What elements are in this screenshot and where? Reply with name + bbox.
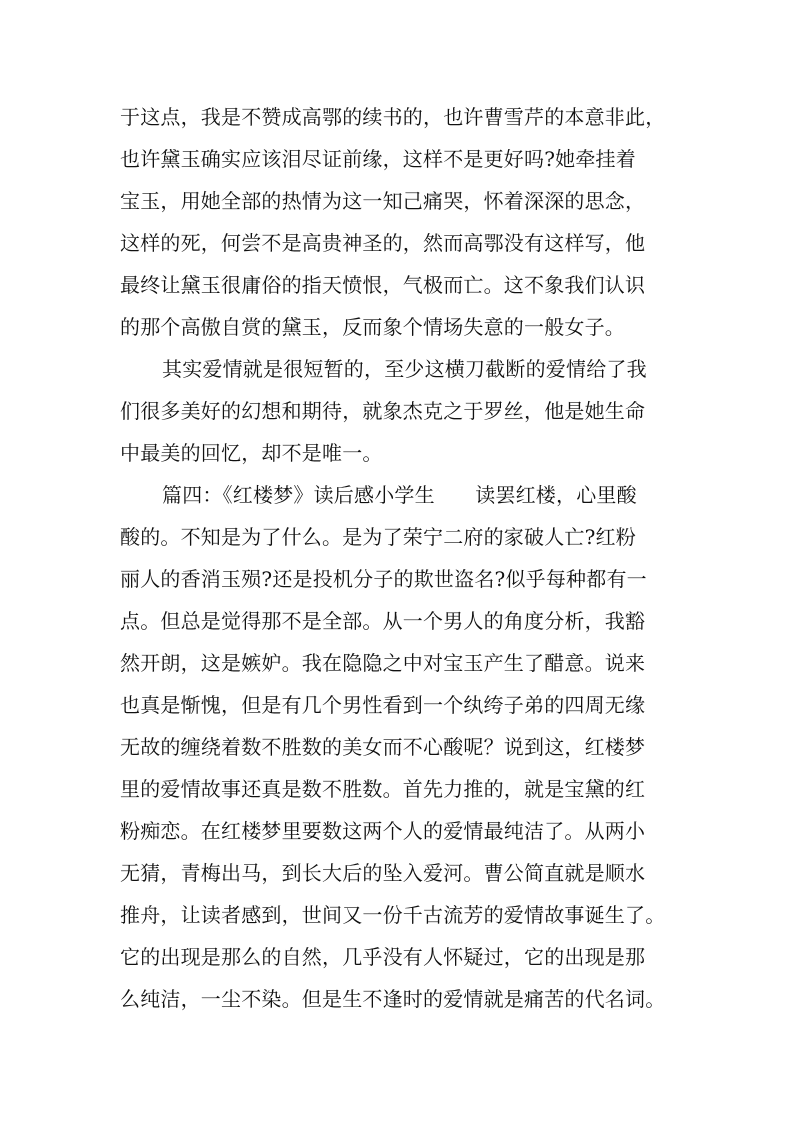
text-line: 它的出现是那么的自然，几乎没有人怀疑过，它的出现是那 bbox=[120, 945, 646, 969]
text-line: 也真是惭愧，但是有几个男性看到一个纨绔子弟的四周无缘 bbox=[120, 693, 646, 717]
text-line: 里的爱情故事还真是数不胜数。首先力推的，就是宝黛的红 bbox=[120, 777, 646, 801]
text-line: 然开朗，这是嫉妒。我在隐隐之中对宝玉产生了醋意。说来 bbox=[120, 651, 646, 675]
text-line: 中最美的回忆，却不是唯一。 bbox=[120, 441, 383, 465]
text-line: 于这点，我是不赞成高鄂的续书的，也许曹雪芹的本意非此， bbox=[120, 105, 666, 129]
text-line: 无故的缠绕着数不胜数的美女而不心酸呢？说到这，红楼梦 bbox=[120, 735, 646, 759]
text-line: 酸的。不知是为了什么。是为了荣宁二府的家破人亡?红粉 bbox=[120, 525, 636, 549]
text-line: 宝玉，用她全部的热情为这一知己痛哭，怀着深深的思念， bbox=[120, 189, 646, 213]
section-heading-line: 篇四：《红楼梦》读后感小学生 读罢红楼，心里酸 bbox=[162, 483, 637, 507]
text-line: 点。但总是觉得那不是全部。从一个男人的角度分析，我豁 bbox=[120, 609, 646, 633]
text-line: 也许黛玉确实应该泪尽证前缘，这样不是更好吗?她牵挂着 bbox=[120, 147, 636, 171]
text-line: 丽人的香消玉殒?还是投机分子的欺世盗名?似乎每种都有一 bbox=[120, 567, 647, 591]
text-line: 无猜，青梅出马，到长大后的坠入爱河。曹公简直就是顺水 bbox=[120, 861, 646, 885]
paragraph-start-line: 其实爱情就是很短暂的，至少这横刀截断的爱情给了我 bbox=[162, 357, 647, 381]
essay-text bbox=[120, 96, 680, 1020]
text-line: 的那个高傲自赏的黛玉，反而象个情场失意的一般女子。 bbox=[120, 315, 625, 339]
text-line: 最终让黛玉很庸俗的指天愤恨，气极而亡。这不象我们认识 bbox=[120, 273, 646, 297]
text-line: 推舟，让读者感到，世间又一份千古流芳的爱情故事诞生了。 bbox=[120, 903, 666, 927]
text-line: 么纯洁，一尘不染。但是生不逢时的爱情就是痛苦的代名词。 bbox=[120, 987, 666, 1011]
text-line: 们很多美好的幻想和期待，就象杰克之于罗丝，他是她生命 bbox=[120, 399, 646, 423]
text-line: 粉痴恋。在红楼梦里要数这两个人的爱情最纯洁了。从两小 bbox=[120, 819, 646, 843]
text-line: 这样的死，何尝不是高贵神圣的，然而高鄂没有这样写，他 bbox=[120, 231, 646, 255]
